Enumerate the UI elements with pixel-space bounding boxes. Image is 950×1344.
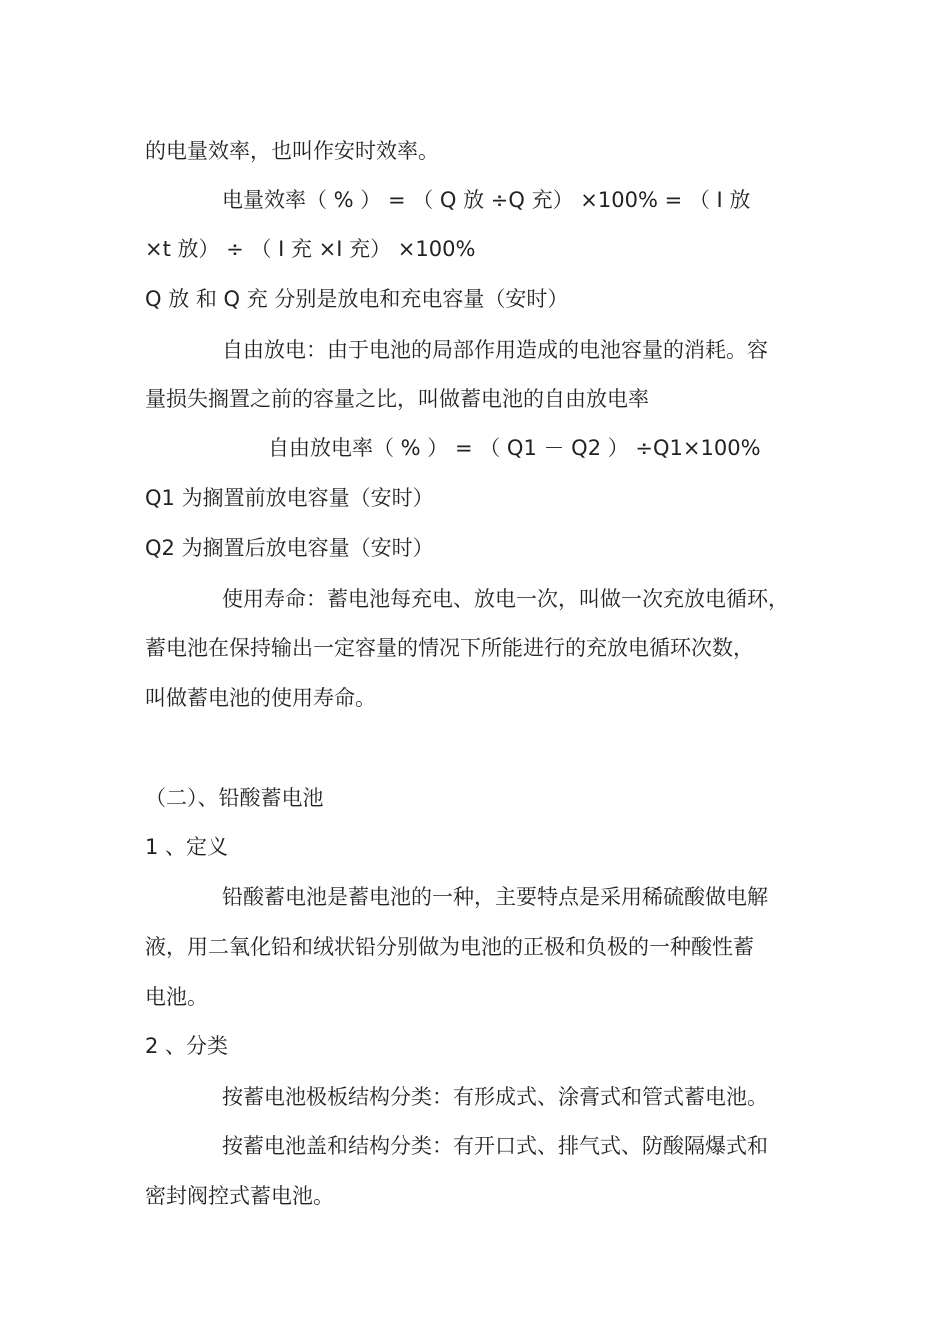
text-line: 按蓄电池极板结构分类：有形成式、涂膏式和管式蓄电池。 — [222, 1085, 768, 1109]
text-line: 按蓄电池盖和结构分类：有开口式、排气式、防酸隔爆式和 — [222, 1134, 768, 1158]
subsection-heading: 1 、定义 — [145, 835, 229, 859]
text-line: 使用寿命：蓄电池每充电、放电一次，叫做一次充放电循环， — [222, 587, 789, 611]
formula-line: 自由放电率（ % ） = （ Q1 － Q2 ） ÷Q1×100% — [268, 436, 761, 460]
text-line: Q1 为搁置前放电容量（安时） — [145, 486, 434, 510]
text-line: 液，用二氧化铅和绒状铅分别做为电池的正极和负极的一种酸性蓄 — [145, 935, 754, 959]
text-line: Q2 为搁置后放电容量（安时） — [145, 536, 434, 560]
formula-line: 电量效率（ % ） = （ Q 放 ÷Q 充） ×100% = （ I 放 — [222, 188, 751, 212]
text-line: 蓄电池在保持输出一定容量的情况下所能进行的充放电循环次数， — [145, 636, 754, 660]
text-line: 铅酸蓄电池是蓄电池的一种，主要特点是采用稀硫酸做电解 — [222, 885, 768, 909]
text-line: Q 放 和 Q 充 分别是放电和充电容量（安时） — [145, 287, 569, 311]
text-line: 自由放电：由于电池的局部作用造成的电池容量的消耗。容 — [222, 338, 768, 362]
section-heading: （二）、铅酸蓄电池 — [145, 786, 324, 810]
subsection-heading: 2 、分类 — [145, 1034, 229, 1058]
text-line: 的电量效率，也叫作安时效率。 — [145, 139, 439, 163]
text-line: 电池。 — [145, 985, 208, 1009]
text-line: 量损失搁置之前的容量之比，叫做蓄电池的自由放电率 — [145, 387, 649, 411]
text-line: 密封阀控式蓄电池。 — [145, 1184, 334, 1208]
text-line: 叫做蓄电池的使用寿命。 — [145, 686, 376, 710]
formula-line: ×t 放） ÷ （ I 充 ×I 充） ×100% — [145, 237, 476, 261]
